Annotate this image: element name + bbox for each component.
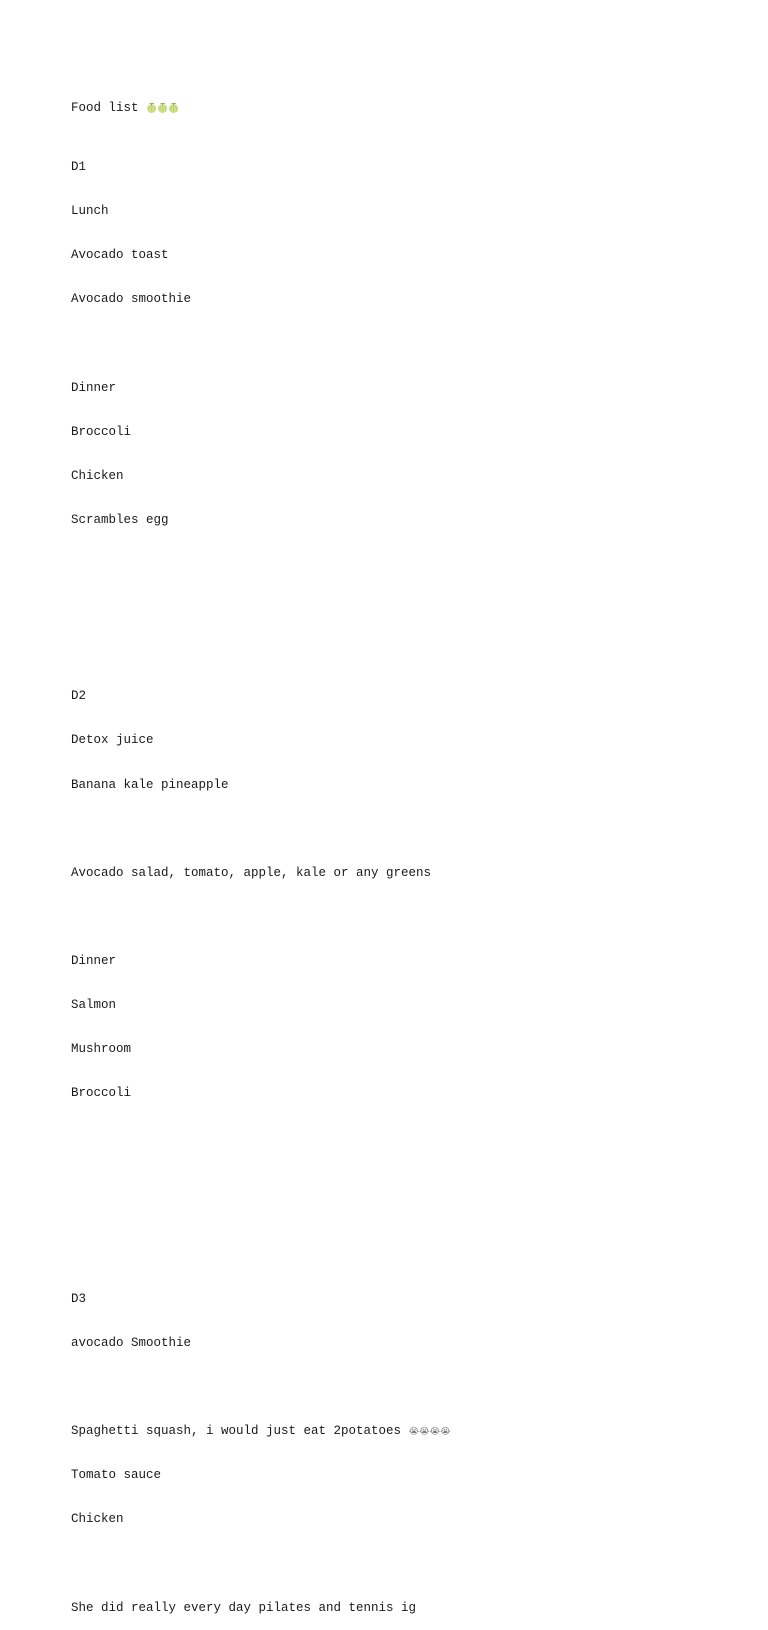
d2-item: Detox juice bbox=[71, 733, 154, 748]
d2-dinner-item: Mushroom bbox=[71, 1042, 132, 1057]
d3-item: avocado Smoothie bbox=[71, 1336, 192, 1351]
d1-lunch-item: Avocado smoothie bbox=[71, 292, 192, 307]
d2-dinner-item: Broccoli bbox=[71, 1086, 132, 1101]
d2-dinner-item: Salmon bbox=[71, 998, 117, 1013]
d1-lunch-item: Avocado toast bbox=[71, 248, 169, 263]
d1-dinner-heading: Dinner bbox=[71, 380, 117, 395]
d1-dinner-item: Chicken bbox=[71, 468, 124, 483]
d2-item: Avocado salad, tomato, apple, kale or any greens bbox=[71, 865, 432, 880]
title-text: Food list bbox=[71, 101, 147, 116]
document-body bbox=[71, 72, 731, 1630]
day-label-d3: D3 bbox=[71, 1292, 87, 1306]
blank-line bbox=[71, 337, 731, 352]
d3-item-text: Spaghetti squash, i would just eat 2potatoes bbox=[71, 1424, 409, 1439]
title-emoji: 🍈🍈🍈 bbox=[146, 104, 180, 115]
d1-lunch-heading: Lunch bbox=[71, 204, 109, 219]
section-gap bbox=[71, 572, 731, 646]
section-gap bbox=[71, 1145, 731, 1248]
d1-dinner-item: Scrambles egg bbox=[71, 512, 169, 527]
d2-item: Banana kale pineapple bbox=[71, 777, 229, 792]
blank-line bbox=[71, 1380, 731, 1395]
d3-note: She did really every day pilates and tennis ig bbox=[71, 1600, 417, 1615]
day-label-d2: D2 bbox=[71, 689, 87, 704]
d3-item-with-emoji bbox=[71, 1424, 731, 1439]
crying-emoji: 😭😭😭😭 bbox=[408, 1427, 451, 1438]
blank-line bbox=[71, 822, 731, 837]
d3-item: Tomato sauce bbox=[71, 1468, 162, 1483]
d1-dinner-item: Broccoli bbox=[71, 424, 132, 439]
d2-dinner-heading: Dinner bbox=[71, 953, 117, 968]
blank-line bbox=[71, 910, 731, 925]
document-title bbox=[71, 101, 731, 116]
blank-line bbox=[71, 1557, 731, 1572]
day-label-d1: D1 bbox=[71, 160, 87, 175]
d3-item: Chicken bbox=[71, 1512, 124, 1527]
